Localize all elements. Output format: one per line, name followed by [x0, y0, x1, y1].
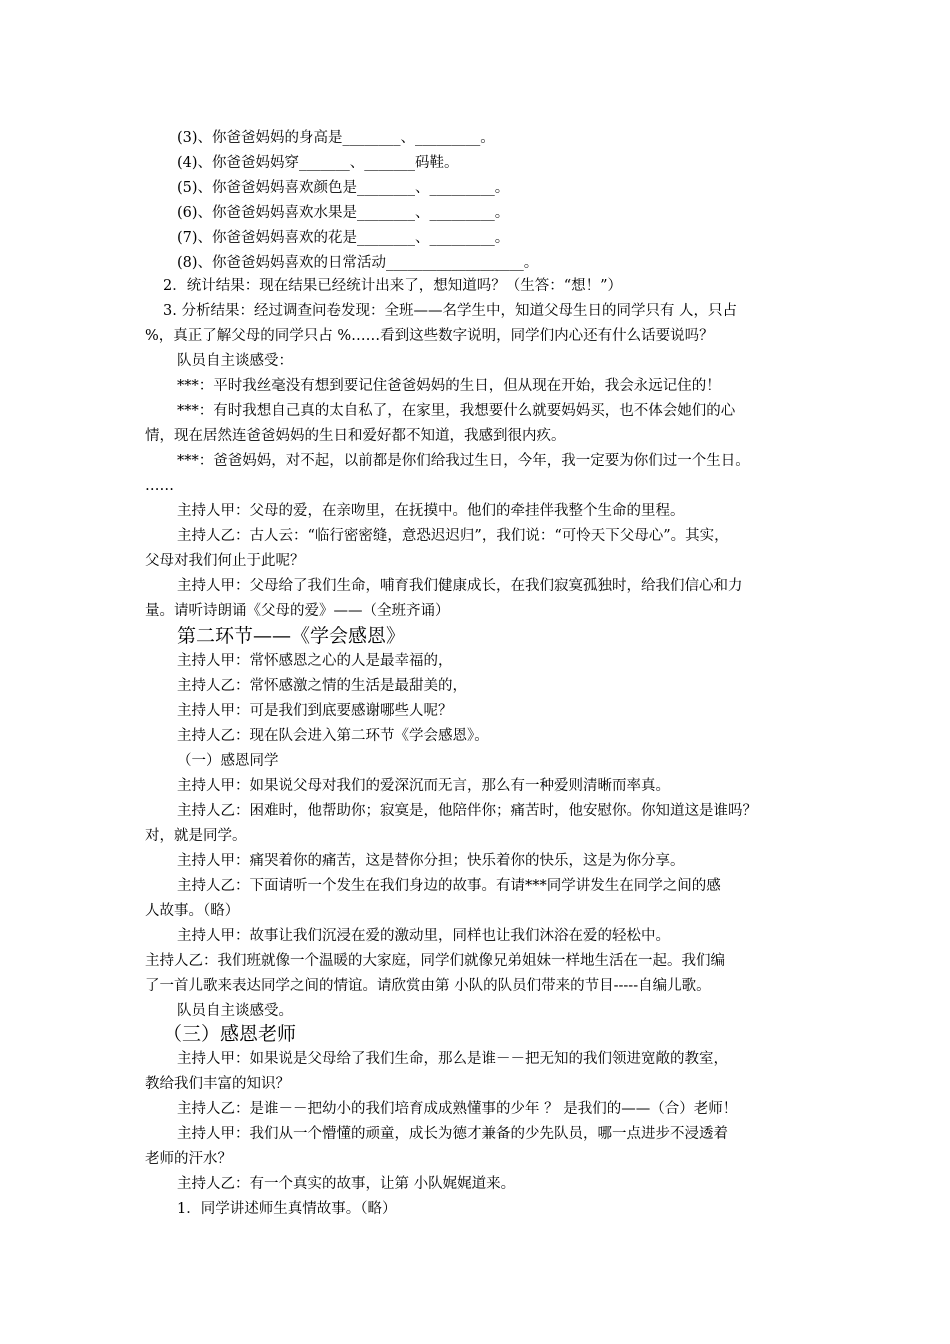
paragraph: 教给我们丰富的知识？	[145, 1076, 290, 1092]
paragraph: 主持人乙：有一个真实的故事，让第 小队娓娓道来。	[177, 1176, 516, 1192]
analysis-result: 3. 分析结果：经过调查问卷发现：全班——名学生中，知道父母生日的同学只有 人，只占	[163, 303, 738, 319]
paragraph: 了一首儿歌来表达同学之间的情谊。请欣赏由第 小队的队员们带来的节目-----自编儿歌。	[145, 978, 711, 994]
paragraph: 1．同学讲述师生真情故事。（略）	[177, 1201, 397, 1217]
paragraph: 父母对我们何止于此呢？	[145, 553, 305, 569]
ellipsis: ……	[145, 478, 174, 494]
paragraph: 主持人甲：父母给了我们生命，哺育我们健康成长，在我们寂寞孤独时，给我们信心和力	[177, 578, 743, 594]
paragraph: 主持人甲：父母的爱，在亲吻里，在抚摸中。他们的牵挂伴我整个生命的里程。	[177, 503, 685, 519]
paragraph: 对，就是同学。	[145, 828, 247, 844]
survey-question-5: (5)、你爸爸妈妈喜欢颜色是________、_________。	[177, 180, 510, 196]
analysis-result-cont: %，真正了解父母的同学只占 %……看到这些数字说明，同学们内心还有什么话要说吗？	[145, 328, 714, 344]
statistics-result: 2．统计结果：现在结果已经统计出来了，想知道吗？（生答：“想！”）	[163, 278, 623, 294]
paragraph: 主持人乙：我们班就像一个温暖的大家庭，同学们就像兄弟姐妹一样地生活在一起。我们编	[145, 953, 725, 969]
paragraph: 情，现在居然连爸爸妈妈的生日和爱好都不知道，我感到很内疚。	[145, 428, 566, 444]
paragraph: 主持人乙：常怀感激之情的生活是最甜美的，	[177, 678, 467, 694]
paragraph: 主持人甲：痛哭着你的痛苦，这是替你分担；快乐着你的快乐，这是为你分享。	[177, 853, 685, 869]
paragraph: ***：爸爸妈妈，对不起，以前都是你们给我过生日，今年，我一定要为你们过一个生日。	[177, 453, 750, 469]
survey-question-8: (8)、你爸爸妈妈喜欢的日常活动___________________。	[177, 255, 539, 271]
paragraph: ***：有时我想自己真的太自私了，在家里，我想要什么就要妈妈买，也不体会她们的心	[177, 403, 736, 419]
paragraph: 主持人甲：如果说是父母给了我们生命，那么是谁－－把无知的我们领进宽敞的教室，	[177, 1051, 728, 1067]
survey-question-6: (6)、你爸爸妈妈喜欢水果是________、_________。	[177, 205, 510, 221]
paragraph: 主持人甲：如果说父母对我们的爱深沉而无言，那么有一种爱则清晰而率真。	[177, 778, 670, 794]
paragraph: 主持人甲：故事让我们沉浸在爱的激动里，同样也让我们沐浴在爱的轻松中。	[177, 928, 670, 944]
paragraph: 主持人甲：我们从一个懵懂的顽童，成长为德才兼备的少先队员，哪一点进步不浸透着	[177, 1126, 728, 1142]
survey-question-7: (7)、你爸爸妈妈喜欢的花是________、_________。	[177, 230, 510, 246]
paragraph: 人故事。（略）	[145, 903, 240, 919]
paragraph: 主持人乙：现在队会进入第二环节《学会感恩》。	[177, 728, 489, 744]
paragraph: 主持人甲：常怀感恩之心的人是最幸福的，	[177, 653, 453, 669]
paragraph: 队员自主谈感受：	[177, 353, 293, 369]
paragraph: 主持人乙：是谁－－把幼小的我们培育成成熟懂事的少年 ？ 是我们的——（合）老师！	[177, 1101, 738, 1117]
paragraph: 主持人乙：困难时，他帮助你；寂寞是，他陪伴你；痛苦时，他安慰你。你知道这是谁吗？	[177, 803, 757, 819]
paragraph: 队员自主谈感受。	[177, 1003, 293, 1019]
paragraph: 老师的汗水？	[145, 1151, 232, 1167]
subsection-heading: （一）感恩同学	[177, 753, 279, 769]
paragraph: 主持人乙：下面请听一个发生在我们身边的故事。有请***同学讲发生在同学之间的感	[177, 878, 721, 894]
survey-question-3: (3)、你爸爸妈妈的身高是________、_________。	[177, 130, 495, 146]
paragraph: 量。请听诗朗诵《父母的爱》——（全班齐诵）	[145, 603, 450, 619]
subsection-heading: （三）感恩老师	[163, 1023, 297, 1045]
paragraph: 主持人乙：古人云：“临行密密缝，意恐迟迟归”，我们说：“可怜天下父母心”。其实，	[177, 528, 729, 544]
survey-question-4: (4)、你爸爸妈妈穿_______、_______码鞋。	[177, 155, 459, 171]
paragraph: ***：平时我丝毫没有想到要记住爸爸妈妈的生日，但从现在开始，我会永远记住的！	[177, 378, 721, 394]
section-heading: 第二环节——《学会感恩》	[177, 625, 406, 647]
paragraph: 主持人甲：可是我们到底要感谢哪些人呢？	[177, 703, 453, 719]
